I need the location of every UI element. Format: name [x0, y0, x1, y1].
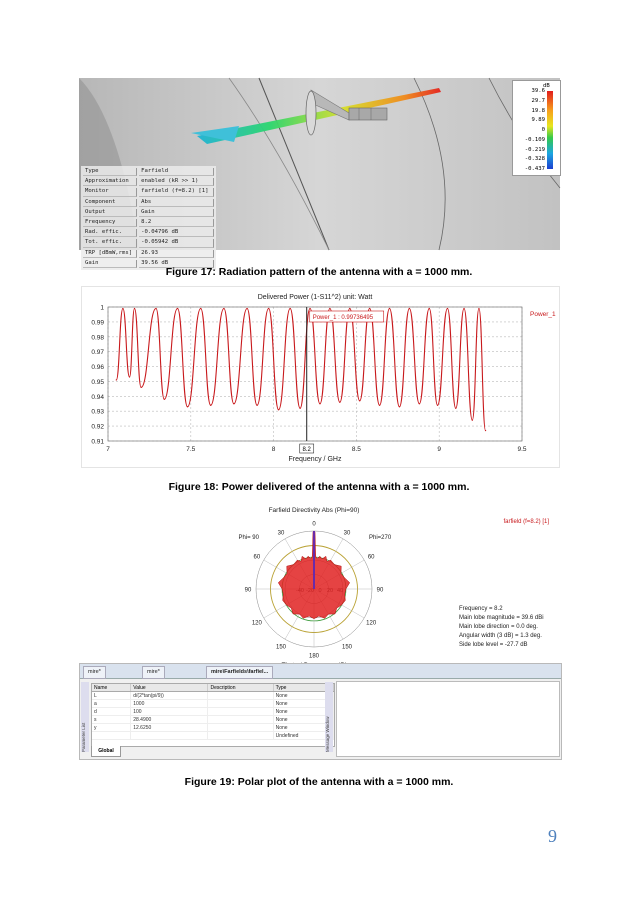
data-point — [309, 308, 310, 309]
param-row[interactable] — [92, 708, 334, 716]
angle-label: 30 — [343, 530, 351, 537]
data-point — [164, 399, 165, 400]
param-cell[interactable]: a — [92, 700, 131, 708]
param-cell[interactable] — [208, 724, 273, 732]
info-key: Type — [83, 168, 137, 176]
angle-label: 180 — [308, 653, 320, 660]
angle-label: 60 — [367, 554, 375, 561]
param-cell[interactable] — [208, 732, 273, 740]
stat-line: Frequency = 8.2 — [459, 606, 503, 612]
data-point — [369, 308, 370, 309]
param-cell[interactable] — [92, 732, 131, 740]
info-row — [83, 209, 214, 217]
plot-frame — [108, 307, 522, 441]
data-point — [299, 408, 300, 409]
y-tick-label: 0.92 — [91, 423, 104, 431]
colorbar-tick-label: 0 — [541, 127, 545, 133]
tab-farfield[interactable]: mire\Farfields\farfiel... — [206, 666, 273, 679]
info-key: Component — [83, 199, 137, 207]
angle-label: 90 — [244, 587, 252, 594]
data-point — [463, 308, 464, 309]
delivered-power-svg — [82, 287, 559, 467]
info-row — [83, 229, 214, 237]
data-point — [319, 403, 320, 404]
data-point — [247, 308, 248, 309]
tab-mire-1[interactable]: mire* — [83, 666, 106, 679]
document-tabbar — [80, 664, 561, 679]
data-point — [478, 308, 479, 309]
colorbar-gradient — [547, 91, 553, 169]
info-value: -0.04796 dB — [139, 229, 213, 237]
param-column-header[interactable]: Name — [92, 684, 131, 692]
data-point — [268, 308, 269, 309]
info-row — [83, 250, 214, 258]
data-point — [134, 308, 135, 309]
param-cell[interactable]: d/(2*tan(pi/9)) — [131, 692, 208, 700]
colorbar — [512, 80, 561, 176]
param-cell[interactable]: None — [273, 700, 333, 708]
data-point — [129, 376, 130, 377]
info-value: enabled (kR >> 1) — [139, 178, 213, 186]
param-cell[interactable]: 28.4900 — [131, 716, 208, 724]
y-tick-label: 0.95 — [91, 378, 104, 386]
param-cell[interactable]: Undefined — [273, 732, 333, 740]
data-point — [429, 308, 430, 309]
info-value: 8.2 — [139, 219, 213, 227]
data-point — [419, 403, 420, 404]
parameter-table — [91, 683, 335, 747]
data-point — [455, 408, 456, 409]
global-tab[interactable]: Global — [91, 746, 121, 757]
angle-label: 90 — [376, 587, 384, 594]
info-value: farfield (f=8.2) [1] — [139, 188, 213, 196]
colorbar-unit: dB — [543, 83, 550, 89]
param-column-header[interactable]: Value — [131, 684, 208, 692]
data-point — [141, 387, 142, 388]
y-tick-label: 0.96 — [91, 364, 104, 372]
info-row — [83, 168, 214, 176]
figure19-caption: Figure 19: Polar plot of the antenna with a = 1000 mm. — [184, 776, 454, 788]
delivered-power-chart — [81, 286, 560, 468]
polar-plot-panel — [79, 503, 560, 663]
angle-label: 120 — [251, 620, 262, 627]
param-cell[interactable] — [208, 700, 273, 708]
y-tick-label: 0.93 — [91, 408, 104, 416]
colorbar-ticks — [515, 88, 545, 172]
info-value: 26.93 — [139, 250, 213, 258]
radiation-pattern-image — [79, 78, 560, 266]
param-cell[interactable] — [208, 716, 273, 724]
colorbar-tick-label: 9.89 — [531, 117, 545, 124]
x-tick-label: 7 — [106, 446, 110, 453]
param-column-header[interactable]: Type — [273, 684, 333, 692]
y-tick-label: 0.97 — [91, 349, 104, 357]
data-point — [290, 308, 291, 309]
data-point — [210, 405, 211, 406]
param-cell[interactable] — [208, 708, 273, 716]
polar-title: Farfield Directivity Abs (Phi=90) — [268, 507, 360, 514]
tab-mire-2[interactable]: mire* — [142, 666, 165, 679]
stat-line: Side lobe level = -27.7 dB — [459, 642, 528, 648]
param-row[interactable] — [92, 692, 334, 700]
marker-x-label: 8.2 — [302, 447, 311, 453]
series-line-power-1 — [116, 308, 485, 430]
data-point — [339, 402, 340, 403]
info-row — [83, 188, 214, 196]
data-point — [437, 405, 438, 406]
x-tick-label: 8.5 — [351, 446, 361, 453]
phi-right-label: Phi=270 — [369, 535, 392, 541]
info-row — [83, 219, 214, 227]
param-column-header[interactable]: Description — [208, 684, 273, 692]
y-tick-label: 0.98 — [91, 334, 104, 342]
info-row — [83, 199, 214, 207]
param-cell[interactable]: None — [273, 692, 333, 700]
chart-title: Delivered Power (1-S11^2) unit: Watt — [257, 294, 373, 301]
param-cell[interactable]: None — [273, 716, 333, 724]
stat-line: Main lobe magnitude = 39.6 dBi — [459, 615, 544, 621]
stat-line: Main lobe direction = 0.0 deg. — [459, 624, 538, 630]
data-point — [233, 403, 234, 404]
data-point — [409, 308, 410, 309]
y-tick-label: 1 — [100, 304, 104, 312]
param-cell[interactable]: 100 — [131, 708, 208, 716]
data-point — [389, 308, 390, 309]
data-point — [485, 430, 486, 431]
info-value: Abs — [139, 199, 213, 207]
info-row — [83, 239, 214, 247]
info-value: Farfield — [139, 168, 213, 176]
polar-legend: farfield (f=8.2) [1] — [503, 519, 549, 525]
info-key: Monitor — [83, 188, 137, 196]
stat-line: Angular width (3 dB) = 1.3 deg. — [459, 633, 542, 639]
info-value: -0.05942 dB — [139, 239, 213, 247]
colorbar-tick-label: -0.437 — [524, 166, 545, 172]
data-point — [329, 308, 330, 309]
legend-power-1: Power_1 — [530, 311, 556, 318]
info-key: Approximation — [83, 178, 137, 186]
data-point — [359, 400, 360, 401]
x-axis-label: Frequency / GHz — [288, 456, 342, 463]
colorbar-tick-label: -0.328 — [524, 156, 545, 163]
data-point — [177, 308, 178, 309]
figure18-caption: Figure 18: Power delivered of the antenna with a = 1000 mm. — [168, 481, 470, 493]
info-key: Tot. effic. — [83, 239, 137, 247]
cst-parameter-window — [79, 663, 562, 760]
angle-label: 60 — [253, 554, 261, 561]
colorbar-tick-label: 39.6 — [531, 88, 545, 94]
y-tick-label: 0.99 — [91, 319, 104, 327]
param-row[interactable] — [92, 732, 334, 740]
info-key: Frequency — [83, 219, 137, 227]
info-value: Gain — [139, 209, 213, 217]
param-cell[interactable]: 12.6250 — [131, 724, 208, 732]
figure17-caption: Figure 17: Radiation pattern of the antenna with a = 1000 mm. — [165, 266, 473, 278]
param-cell[interactable]: L — [92, 692, 131, 700]
param-cell[interactable]: y — [92, 724, 131, 732]
x-tick-label: 9 — [437, 446, 442, 453]
data-point — [116, 379, 117, 380]
message-window — [336, 681, 560, 757]
info-key: Output — [83, 209, 137, 217]
data-point — [379, 405, 380, 406]
colorbar-tick-label: 19.8 — [531, 107, 545, 114]
param-cell[interactable]: None — [273, 724, 333, 732]
phi-left-label: Phi= 90 — [238, 535, 259, 541]
info-key: Gain — [83, 260, 137, 268]
x-tick-label: 9.5 — [517, 446, 527, 453]
param-cell[interactable]: None — [273, 708, 333, 716]
message-window-sidebar[interactable]: Message Window — [325, 682, 333, 752]
info-value: 39.56 dB — [139, 260, 213, 268]
param-cell[interactable]: 1000 — [131, 700, 208, 708]
param-cell[interactable] — [131, 732, 208, 740]
param-cell[interactable]: s — [92, 716, 131, 724]
data-point — [256, 405, 257, 406]
data-point — [187, 406, 188, 407]
data-point — [399, 406, 400, 407]
data-point — [155, 308, 156, 309]
angle-label: 30 — [277, 530, 285, 537]
x-tick-label: 7.5 — [186, 446, 196, 453]
data-point — [278, 409, 279, 410]
page-number: 9 — [548, 826, 557, 846]
data-point — [472, 420, 473, 421]
param-row[interactable] — [92, 724, 334, 732]
param-cell[interactable] — [208, 692, 273, 700]
colorbar-tick-label: -0.219 — [524, 146, 545, 153]
angle-label: 150 — [341, 644, 353, 651]
data-point — [349, 308, 350, 309]
param-row[interactable] — [92, 716, 334, 724]
param-cell[interactable]: d — [92, 708, 131, 716]
info-row — [83, 178, 214, 186]
data-point — [200, 308, 201, 309]
farfield-info-table — [81, 166, 216, 270]
colorbar-tick-label: 29.7 — [531, 97, 545, 104]
angle-label: 150 — [275, 644, 287, 651]
info-key: Rad. effic. — [83, 229, 137, 237]
data-point — [447, 308, 448, 309]
y-tick-label: 0.94 — [91, 393, 104, 401]
angle-label: 120 — [366, 620, 377, 627]
angle-label: 0 — [312, 521, 316, 528]
polar-plot-svg — [79, 503, 560, 663]
x-tick-label: 8 — [271, 446, 276, 453]
parameter-list-sidebar[interactable]: Parameter List — [81, 682, 89, 752]
data-point — [223, 308, 224, 309]
colorbar-tick-label: -0.109 — [524, 136, 545, 143]
y-tick-label: 0.91 — [91, 438, 104, 446]
data-point — [122, 308, 123, 309]
info-key: TRP [dBmW,rms] — [83, 250, 137, 258]
marker-label: Power_1 : 0.99736495 — [312, 315, 374, 321]
param-row[interactable] — [92, 700, 334, 708]
